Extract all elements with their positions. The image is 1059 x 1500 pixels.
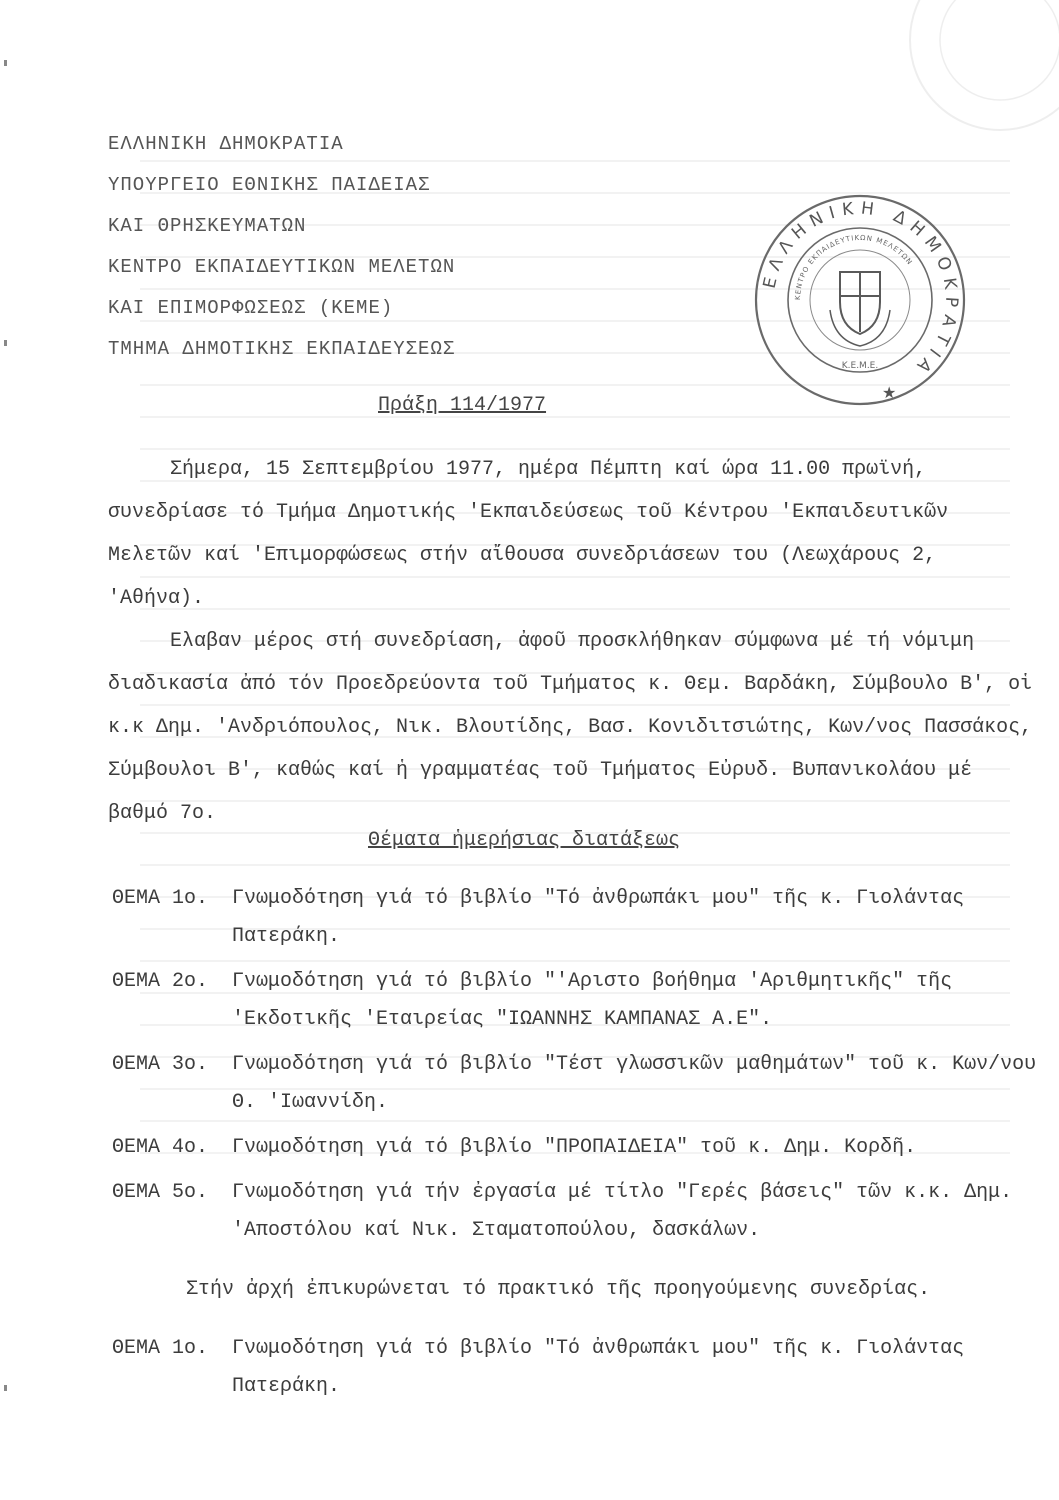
agenda-item-label: ΘΕΜΑ 5ο. — [112, 1181, 209, 1204]
seal-bottom-text: Κ.Ε.Μ.Ε. — [841, 361, 879, 371]
seal-outer-text: ΕΛΛΗΝΙΚΗ ΔΗΜΟΚΡΑΤΙΑ — [759, 198, 962, 381]
agenda-heading: Θέματα ἡμερήσιας διατάξεως — [368, 829, 681, 852]
agenda-item-label: ΘΕΜΑ 2ο. — [112, 970, 209, 993]
agenda-item-text: Γνωμοδότηση γιά τό βιβλίο "Τέστ γλωσσικῶν μαθημάτων" τοῦ κ. Κων/νου Θ. 'Ιωαννίδη. — [232, 1053, 1037, 1114]
agenda-item — [112, 963, 1052, 1039]
letterhead-line: ΕΛΛΗΝΙΚΗ ΔΗΜΟΚΡΑΤΙΑ — [108, 133, 344, 155]
minutes-body — [108, 448, 1038, 835]
agenda-item-label: ΘΕΜΑ 1ο. — [112, 1337, 209, 1360]
letterhead-line: ΚΑΙ ΕΠΙΜΟΡΦΩΣΕΩΣ (ΚΕΜΕ) — [108, 297, 394, 319]
participants-paragraph: Ελαβαν μέρος στή συνεδρίαση, ἀφοῦ προσκλήθηκαν σύμφωνα μέ τή νόμιμη διαδικασία ἀπό τόν Προεδρεύοντα τοῦ Τμήματος κ. Θεμ. Βαρδάκη, Σύμβουλο Β', οἱ κ.κ Δημ. 'Ανδριόπουλος, Νικ. Βλουτίδης, Βασ. Κονιδιτσιώτης, Κων/νος Πασσάκος, Σύμβουλοι Β', καθώς καί ἡ γραμματέας τοῦ Τμήματος Εὐρυδ. Βυπανικολάου μέ βαθμό 7ο. — [108, 630, 1033, 825]
intro-paragraph: Σήμερα, 15 Σεπτεμβρίου 1977, ημέρα Πέμπτη καί ώρα 11.00 πρωϊνή, συνεδρίασε τό Τμήμα Δημοτικής 'Εκπαιδεύσεως τοῦ Κέντρου 'Εκπαιδευτικῶν Μελετῶν καί 'Επιμορφώσεως στήν αἴθουσα συνεδριάσεων του (Λεωχάρους 2, 'Αθήνα). — [108, 458, 949, 610]
margin-mark — [4, 1385, 7, 1391]
agenda-item — [112, 1129, 1052, 1167]
letterhead — [108, 124, 455, 370]
svg-text:ΚΕΝΤΡΟ ΕΚΠΑΙΔΕΥΤΙΚΩΝ ΜΕΛΕΤΩΝ — [794, 234, 914, 300]
agenda-item-text: Γνωμοδότηση γιά τό βιβλίο "'Αριστο βοήθημα 'Αριθμητικῆς" τῆς 'Εκδοτικῆς 'Εταιρείας "ΙΩΑΝΝΗΣ ΚΑΜΠΑΝΑΣ Α.Ε". — [232, 970, 953, 1031]
letterhead-line: ΥΠΟΥΡΓΕΙΟ ΕΘΝΙΚΗΣ ΠΑΙΔΕΙΑΣ — [108, 174, 431, 196]
letterhead-line: ΤΜΗΜΑ ΔΗΜΟΤΙΚΗΣ ΕΚΠΑΙΔΕΥΣΕΩΣ — [108, 338, 456, 360]
letterhead-line: ΚΕΝΤΡΟ ΕΚΠΑΙΔΕΥΤΙΚΩΝ ΜΕΛΕΤΩΝ — [108, 256, 456, 278]
seal-star-icon: ★ — [882, 383, 897, 402]
agenda-item-text: Γνωμοδότηση γιά τό βιβλίο "ΠΡΟΠΑΙΔΕΙΑ" τοῦ κ. Δημ. Κορδῆ. — [232, 1136, 917, 1159]
margin-mark — [4, 60, 7, 66]
agenda-item-text: Γνωμοδότηση γιά τό βιβλίο "Τό ἀνθρωπάκι μου" τῆς κ. Γιολάντας Πατεράκη. — [232, 1337, 965, 1398]
agenda-item-label: ΘΕΜΑ 1ο. — [112, 887, 209, 910]
margin-mark — [4, 340, 7, 346]
faint-stamp-impression — [900, 0, 1059, 150]
agenda-item-text: Γνωμοδότηση γιά τό βιβλίο "Τό ἀνθρωπάκι μου" τῆς κ. Γιολάντας Πατεράκη. — [232, 887, 965, 948]
agenda-item — [112, 880, 1052, 956]
agenda-item-text: Γνωμοδότηση γιά τήν ἐργασία μέ τίτλο "Γερές βάσεις" τῶν κ.κ. Δημ. 'Αποστόλου καί Νικ. Σταματοπούλου, δασκάλων. — [232, 1181, 1013, 1242]
final-agenda-item — [112, 1330, 1052, 1413]
seal-inner-text: ΚΕΝΤΡΟ ΕΚΠΑΙΔΕΥΤΙΚΩΝ ΜΕΛΕΤΩΝ — [793, 233, 914, 301]
official-seal-stamp — [750, 190, 970, 410]
letterhead-line: ΚΑΙ ΘΡΗΣΚΕΥΜΑΤΩΝ — [108, 215, 307, 237]
record-title: Πράξη 114/1977 — [378, 394, 547, 417]
agenda-list — [112, 880, 1052, 1257]
agenda-item — [112, 1046, 1052, 1122]
agenda-item-label: ΘΕΜΑ 4ο. — [112, 1136, 209, 1159]
agenda-item — [112, 1174, 1052, 1250]
agenda-item — [112, 1330, 1052, 1406]
closing-statement: Στήν ἀρχή ἐπικυρώνεται τό πρακτικό τῆς προηγούμενης συνεδρίας. — [186, 1278, 931, 1301]
agenda-item-label: ΘΕΜΑ 3ο. — [112, 1053, 209, 1076]
